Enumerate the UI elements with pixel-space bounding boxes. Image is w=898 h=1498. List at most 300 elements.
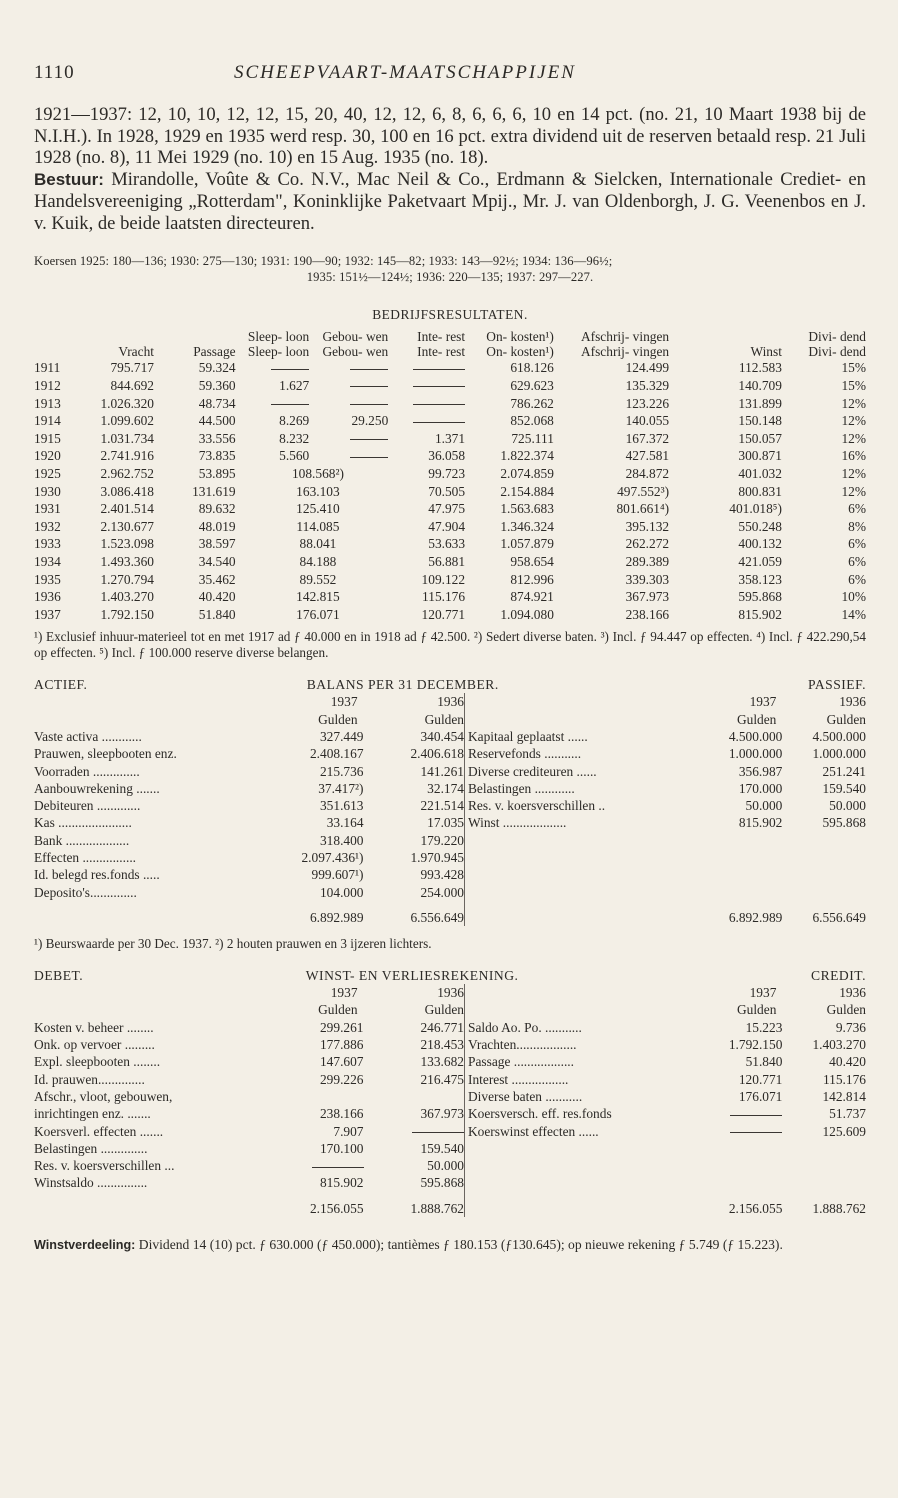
results-header-text: Sleep- loon — [247, 329, 310, 345]
ledger-value: 159.540 — [420, 1140, 464, 1156]
results-cell: 8.232 — [279, 430, 310, 446]
spacer-cell — [468, 1157, 681, 1174]
results-cell: 339.303 — [625, 571, 670, 587]
results-year: 1931 — [34, 501, 61, 517]
spacer-cell — [681, 1157, 782, 1174]
ledger-label: Aanbouwrekening ....... — [34, 780, 160, 796]
table-row — [34, 1036, 464, 1053]
spacer-row — [468, 1140, 866, 1157]
results-cell: 629.623 — [510, 378, 554, 393]
results-header-text: On- kosten¹) — [486, 344, 554, 360]
ledger-value: 170.100 — [319, 1140, 364, 1156]
results-year: 1925 — [34, 465, 61, 481]
ledger-label: Res. v. koersverschillen .. — [468, 798, 606, 814]
ledger-value: 120.771 — [738, 1071, 783, 1087]
results-cell: 53.633 — [428, 536, 466, 552]
table-row — [34, 553, 866, 571]
ledger-value: 177.886 — [319, 1037, 364, 1053]
ledger-header-cell: 1937 — [330, 694, 358, 710]
results-footnote: ¹) Exclusief inhuur-materieel tot en met 1917 ad ƒ 40.000 en in 1918 ad ƒ 42.500. ²) Sedert diverse baten. ³) Incl. ƒ 94.447 op effecten. ⁴) Incl. ƒ 422.290,54 op effecten. ⁵) Incl. ƒ 100.000 reserve diverse belangen. — [34, 629, 866, 661]
ledger-value: 993.428 — [420, 867, 464, 883]
ledger-header-cell: 1937 — [330, 985, 358, 1001]
ledger-value — [253, 1157, 364, 1174]
table-row — [34, 412, 866, 430]
results-header-text: Passage — [193, 344, 236, 360]
koersen-line-2: 1935: 151½—124½; 1936: 220—135; 1937: 297—227. — [306, 269, 594, 284]
total-value: 1.888.762 — [410, 1200, 464, 1216]
dash-mark — [312, 1167, 364, 1168]
ledger-label: Id. prauwen.............. — [34, 1071, 145, 1087]
ledger-value: 179.220 — [420, 832, 464, 848]
results-cell: 238.166 — [625, 606, 670, 622]
results-cell: 135.329 — [625, 378, 670, 393]
ledger-label: Kapitaal geplaatst ...... — [468, 728, 588, 744]
results-header-cell — [87, 329, 154, 359]
dash-mark — [413, 369, 465, 370]
ledger-value: 238.166 — [319, 1106, 364, 1122]
results-cell: 2.401.514 — [100, 501, 154, 517]
results-year: 1915 — [34, 430, 61, 446]
results-cell: 401.032 — [738, 465, 782, 481]
ledger-header-cell: Gulden — [826, 1002, 866, 1018]
page-title: SCHEEPVAART-MAATSCHAPPIJEN — [234, 62, 576, 83]
passief-table — [468, 693, 866, 926]
ledger-header-row — [468, 1001, 866, 1018]
spacer-cell — [681, 1174, 782, 1191]
results-cell: 289.389 — [625, 553, 670, 569]
results-cell: 300.871 — [738, 448, 782, 464]
table-row — [34, 483, 866, 501]
results-cell: 14% — [841, 606, 866, 622]
totals-row — [34, 1192, 464, 1217]
table-row — [468, 814, 866, 831]
results-cell: 142.815 — [296, 589, 340, 605]
spacer-row — [468, 1174, 866, 1191]
total-value: 6.892.989 — [728, 909, 783, 925]
ledger-label: Koersversch. eff. res.fonds — [468, 1106, 612, 1122]
results-cell: 89.552 — [299, 571, 337, 587]
results-cell: 421.059 — [738, 553, 782, 569]
dash-mark — [413, 386, 465, 387]
ledger-label: Bank ................... — [34, 832, 130, 848]
table-row — [34, 395, 866, 413]
ledger-value: 356.987 — [738, 763, 783, 779]
total-value: 6.556.649 — [812, 909, 866, 925]
total-value: 2.156.055 — [309, 1200, 364, 1216]
results-cell: 2.741.916 — [100, 448, 154, 464]
results-cell: 2.074.859 — [500, 465, 554, 481]
ledger-header-blank — [34, 711, 253, 728]
results-cell: 150.057 — [738, 430, 782, 446]
ledger-header-row — [34, 1001, 464, 1018]
ledger-label: Res. v. koersverschillen ... — [34, 1158, 175, 1174]
wv-section — [34, 984, 866, 1217]
ledger-header-cell: 1937 — [749, 694, 777, 710]
balans-section — [34, 693, 866, 926]
spacer-cell — [782, 866, 866, 883]
totals-label — [468, 1192, 681, 1217]
results-cell: 395.132 — [625, 518, 670, 534]
results-cell: 176.071 — [296, 606, 340, 622]
ledger-header-cell: Gulden — [826, 711, 866, 727]
results-cell — [388, 395, 465, 413]
table-row — [34, 728, 464, 745]
ledger-value: 318.400 — [319, 832, 364, 848]
table-row — [468, 1036, 866, 1053]
spacer-cell — [782, 884, 866, 901]
spacer-cell — [782, 1140, 866, 1157]
ledger-value: 4.500.000 — [812, 728, 866, 744]
results-header-text: Gebou- wen — [322, 344, 389, 360]
spacer-cell — [782, 1174, 866, 1191]
balans-title: BALANS PER 31 DECEMBER. — [306, 677, 499, 693]
totals-row — [468, 1192, 866, 1217]
results-year: 1912 — [34, 378, 61, 393]
results-cell: 2.154.884 — [500, 483, 554, 499]
results-cell: 47.975 — [428, 501, 466, 517]
results-cell: 114.085 — [296, 518, 340, 534]
dash-mark — [413, 404, 465, 405]
spacer-cell — [468, 832, 681, 849]
ledger-label: Winstsaldo ............... — [34, 1175, 148, 1191]
ledger-label: Debiteuren ............. — [34, 798, 141, 814]
totals-row — [34, 901, 464, 926]
results-cell: 163.103 — [296, 483, 340, 499]
results-cell: 131.899 — [738, 395, 782, 411]
ledger-value: 50.000 — [745, 798, 783, 814]
dash-mark — [271, 369, 309, 370]
table-row — [34, 745, 464, 762]
results-cell: 109.122 — [421, 571, 466, 587]
results-cell: 167.372 — [625, 430, 670, 446]
page — [34, 62, 866, 1254]
results-header-cell — [34, 329, 87, 359]
results-cell: 497.552³) — [617, 483, 670, 499]
ledger-header-cell: 1936 — [437, 694, 464, 710]
dash-mark — [350, 369, 388, 370]
results-header-text: Sleep- loon — [247, 344, 310, 360]
ledger-header-cell: Gulden — [424, 1002, 464, 1018]
ledger-header-cell: Gulden — [318, 1002, 358, 1018]
ledger-value: 17.035 — [427, 815, 464, 831]
credit-table — [468, 984, 866, 1217]
ledger-value: 254.000 — [420, 884, 464, 900]
ledger-value: 51.737 — [829, 1106, 866, 1122]
results-cell: 958.654 — [510, 553, 554, 569]
table-row — [34, 571, 866, 589]
results-header-text: Inte- rest — [417, 329, 466, 345]
results-cell: 801.661⁴) — [616, 501, 670, 517]
results-cell: 2.130.677 — [100, 518, 154, 534]
results-cell: 1.099.602 — [100, 413, 154, 429]
results-year: 1937 — [34, 606, 61, 622]
results-cell — [309, 447, 388, 465]
table-row — [34, 849, 464, 866]
total-value: 2.156.055 — [728, 1200, 783, 1216]
ledger-label: Kas ...................... — [34, 815, 132, 831]
results-cell: 140.709 — [738, 378, 782, 393]
table-row — [468, 1071, 866, 1088]
spacer-cell — [681, 884, 782, 901]
results-header-cell — [154, 329, 236, 359]
ledger-value: 327.449 — [319, 728, 364, 744]
results-cell: 844.692 — [110, 378, 154, 393]
spacer-cell — [782, 1157, 866, 1174]
results-cell: 618.126 — [510, 360, 554, 376]
totals-label — [34, 901, 253, 926]
total-value: 1.888.762 — [812, 1200, 866, 1216]
totals-row — [468, 901, 866, 926]
spacer-cell — [681, 832, 782, 849]
results-header-text: Winst — [750, 344, 782, 360]
results-year: 1930 — [34, 483, 61, 499]
results-cell: 6% — [848, 501, 866, 517]
ledger-value: 7.907 — [333, 1123, 364, 1139]
results-cell: 120.771 — [421, 606, 466, 622]
ledger-value — [364, 1123, 464, 1140]
results-cell: 48.019 — [198, 518, 236, 534]
results-cell: 6% — [848, 553, 866, 569]
results-year: 1914 — [34, 413, 61, 429]
ledger-value: 999.607¹) — [311, 867, 364, 883]
results-cell: 36.058 — [428, 448, 466, 464]
dash-mark — [413, 422, 465, 423]
ledger-value: 32.174 — [427, 780, 464, 796]
results-cell — [236, 359, 310, 377]
results-cell: 48.734 — [198, 395, 236, 411]
table-row — [34, 588, 866, 606]
ledger-value: 176.071 — [738, 1088, 783, 1104]
results-cell: 1.523.098 — [100, 536, 154, 552]
ledger-label: Saldo Ao. Po. ........... — [468, 1019, 582, 1035]
results-cell: 815.902 — [738, 606, 782, 622]
dash-mark — [730, 1132, 782, 1133]
results-cell: 89.632 — [198, 501, 236, 517]
ledger-value: 115.176 — [822, 1071, 866, 1087]
results-cell: 34.540 — [198, 553, 236, 569]
results-header-text: On- kosten¹) — [486, 329, 554, 345]
ledger-header-row — [34, 693, 464, 710]
ledger-value: 815.902 — [738, 815, 783, 831]
table-row — [34, 763, 464, 780]
ledger-label: Belastingen .............. — [34, 1140, 148, 1156]
ledger-value: 595.868 — [420, 1175, 464, 1191]
total-value: 6.556.649 — [410, 909, 464, 925]
ledger-value: 1.792.150 — [728, 1037, 783, 1053]
ledger-label: Diverse crediteuren ...... — [468, 763, 597, 779]
results-header-cell — [782, 329, 866, 359]
actief-table — [34, 693, 464, 926]
results-header-cell — [465, 329, 554, 359]
ledger-header-blank — [34, 1001, 253, 1018]
wv-title: WINST- EN VERLIESREKENING. — [305, 968, 519, 984]
ledger-label: Onk. op vervoer ......... — [34, 1037, 155, 1053]
ledger-value: 104.000 — [319, 884, 364, 900]
ledger-value — [364, 1088, 464, 1105]
ledger-value: 1.000.000 — [812, 746, 866, 762]
results-cell: 140.055 — [625, 413, 670, 429]
results-cell: 874.921 — [510, 589, 554, 605]
results-cell — [388, 359, 465, 377]
dash-mark — [271, 404, 309, 405]
results-cell: 12% — [841, 395, 866, 411]
ledger-header-row — [34, 984, 464, 1001]
spacer-row — [468, 1157, 866, 1174]
results-cell: 2.962.752 — [100, 465, 154, 481]
ledger-header-row — [468, 711, 866, 728]
results-cell: 38.597 — [198, 536, 236, 552]
dash-mark — [350, 386, 388, 387]
table-row — [34, 814, 464, 831]
ledger-value — [253, 1088, 364, 1105]
ledger-header-cell: Gulden — [424, 711, 464, 727]
ledger-header-row — [468, 693, 866, 710]
results-cell: 108.568²) — [291, 465, 344, 481]
results-cell: 29.250 — [351, 413, 389, 429]
wv-left-title: DEBET. — [34, 968, 84, 984]
ledger-value: 37.417²) — [318, 780, 364, 796]
table-row — [34, 1053, 464, 1070]
table-row — [468, 1105, 866, 1122]
results-cell: 99.723 — [428, 465, 466, 481]
ledger-value: 1.403.270 — [812, 1037, 866, 1053]
ledger-header-cell: 1936 — [839, 985, 866, 1001]
dash-mark — [412, 1132, 464, 1133]
results-cell — [388, 412, 465, 430]
table-row — [468, 1123, 866, 1140]
ledger-header-cell: Gulden — [318, 711, 358, 727]
results-cell: 59.360 — [198, 378, 236, 393]
ledger-label: Deposito's.............. — [34, 884, 137, 900]
page-number: 1110 — [34, 62, 75, 83]
table-row — [34, 465, 866, 483]
results-cell: 284.872 — [625, 465, 670, 481]
results-year: 1935 — [34, 571, 61, 587]
results-header-text: Divi- dend — [808, 344, 866, 360]
ledger-value: 33.164 — [326, 815, 364, 831]
results-cell: 112.583 — [738, 360, 782, 376]
table-row — [34, 884, 464, 901]
results-cell: 1.026.320 — [100, 395, 154, 411]
intro-paragraph: 1921—1937: 12, 10, 10, 12, 12, 15, 20, 40, 12, 12, 6, 8, 6, 6, 6, 10 en 14 pct. (no. 21, 10 Maart 1938 bij de N.I.H.). In 1928, 1929 en 1935 werd resp. 30, 100 en 16 pct. extra dividend uit de reserven betaald resp. 21 Juli 1928 (no. 8), 11 Mei 1929 (no. 10) en 15 Aug. 1935 (no. 18). — [34, 104, 866, 169]
results-cell: 88.041 — [299, 536, 337, 552]
table-row — [34, 797, 464, 814]
results-cell: 1.792.150 — [100, 606, 154, 622]
results-cell: 12% — [841, 430, 866, 446]
table-row — [34, 359, 866, 377]
ledger-value: 215.736 — [319, 763, 364, 779]
ledger-value: 4.500.000 — [728, 728, 783, 744]
ledger-value: 50.000 — [427, 1158, 464, 1174]
totals-label — [34, 1192, 253, 1217]
results-cell: 115.176 — [422, 589, 466, 605]
results-cell: 84.188 — [299, 553, 337, 569]
results-header-cell — [388, 329, 465, 359]
ledger-header-cell: Gulden — [736, 1002, 777, 1018]
table-row — [34, 430, 866, 448]
results-cell: 6% — [848, 536, 866, 552]
results-cell: 12% — [841, 483, 866, 499]
results-cell: 131.619 — [192, 483, 236, 499]
koersen-block — [34, 254, 866, 285]
results-cell: 6% — [848, 571, 866, 587]
results-year: 1934 — [34, 553, 61, 569]
table-row — [468, 745, 866, 762]
results-cell: 1.627 — [279, 378, 310, 393]
results-cell: 70.505 — [428, 483, 466, 499]
ledger-value: 170.000 — [738, 780, 783, 796]
ledger-value: 147.607 — [319, 1054, 364, 1070]
results-year: 1920 — [34, 448, 61, 464]
ledger-value: 299.261 — [319, 1019, 364, 1035]
results-cell: 795.717 — [110, 360, 154, 376]
ledger-header-cell: Gulden — [736, 711, 777, 727]
ledger-value: 2.408.167 — [309, 746, 364, 762]
ledger-label: Koerswinst effecten ...... — [468, 1123, 599, 1139]
ledger-value: 1.970.945 — [410, 849, 464, 865]
ledger-value: 595.868 — [822, 815, 866, 831]
koersen-line-1: Koersen 1925: 180—136; 1930: 275—130; 1931: 190—90; 1932: 145—82; 1933: 143—92½; 1934: 136—96½; — [34, 254, 613, 269]
spacer-cell — [468, 884, 681, 901]
ledger-header-blank — [468, 1001, 681, 1018]
table-row — [34, 377, 866, 395]
ledger-value: 133.682 — [420, 1054, 464, 1070]
ledger-label: Koersverl. effecten ....... — [34, 1123, 164, 1139]
results-cell: 59.324 — [198, 360, 236, 376]
ledger-value: 125.609 — [822, 1123, 866, 1139]
spacer-cell — [681, 1140, 782, 1157]
results-cell: 56.881 — [428, 553, 466, 569]
spacer-row — [468, 884, 866, 901]
results-cell: 8.269 — [279, 413, 310, 429]
results-cell: 33.556 — [198, 430, 236, 446]
results-year: 1932 — [34, 518, 61, 534]
results-header-text: Afschrij- vingen — [580, 329, 670, 345]
results-year: 1933 — [34, 536, 61, 552]
results-cell: 12% — [841, 413, 866, 429]
results-cell: 40.420 — [198, 589, 236, 605]
results-cell: 1.094.080 — [500, 606, 554, 622]
ledger-value: 2.097.436¹) — [301, 849, 364, 865]
results-header-text: Divi- dend — [808, 329, 866, 345]
results-header-text: Afschrij- vingen — [580, 344, 670, 360]
spacer-row — [468, 866, 866, 883]
winstverdeeling-label: Winstverdeeling: — [34, 1238, 136, 1253]
totals-label — [468, 901, 681, 926]
results-year: 1911 — [34, 360, 61, 376]
wv-heading — [34, 968, 866, 984]
ledger-label: Vrachten.................. — [468, 1037, 577, 1053]
results-header-cell — [309, 329, 388, 359]
results-header-text: Gebou- wen — [322, 329, 389, 345]
table-row — [34, 1174, 464, 1191]
results-cell: 12% — [841, 465, 866, 481]
ledger-label: Kosten v. beheer ........ — [34, 1019, 154, 1035]
ledger-value: 1.000.000 — [728, 746, 783, 762]
results-table — [34, 329, 866, 623]
results-cell: 15% — [841, 378, 866, 393]
ledger-label: inrichtingen enz. ....... — [34, 1106, 151, 1122]
spacer-row — [468, 832, 866, 849]
ledger-header-blank — [468, 984, 681, 1001]
results-cell: 10% — [841, 589, 866, 605]
ledger-label: Belastingen ............ — [468, 780, 575, 796]
ledger-value: 340.454 — [420, 728, 464, 744]
results-cell: 367.973 — [625, 589, 670, 605]
table-row — [468, 763, 866, 780]
results-cell: 812.996 — [510, 571, 554, 587]
results-cell: 73.835 — [198, 448, 236, 464]
